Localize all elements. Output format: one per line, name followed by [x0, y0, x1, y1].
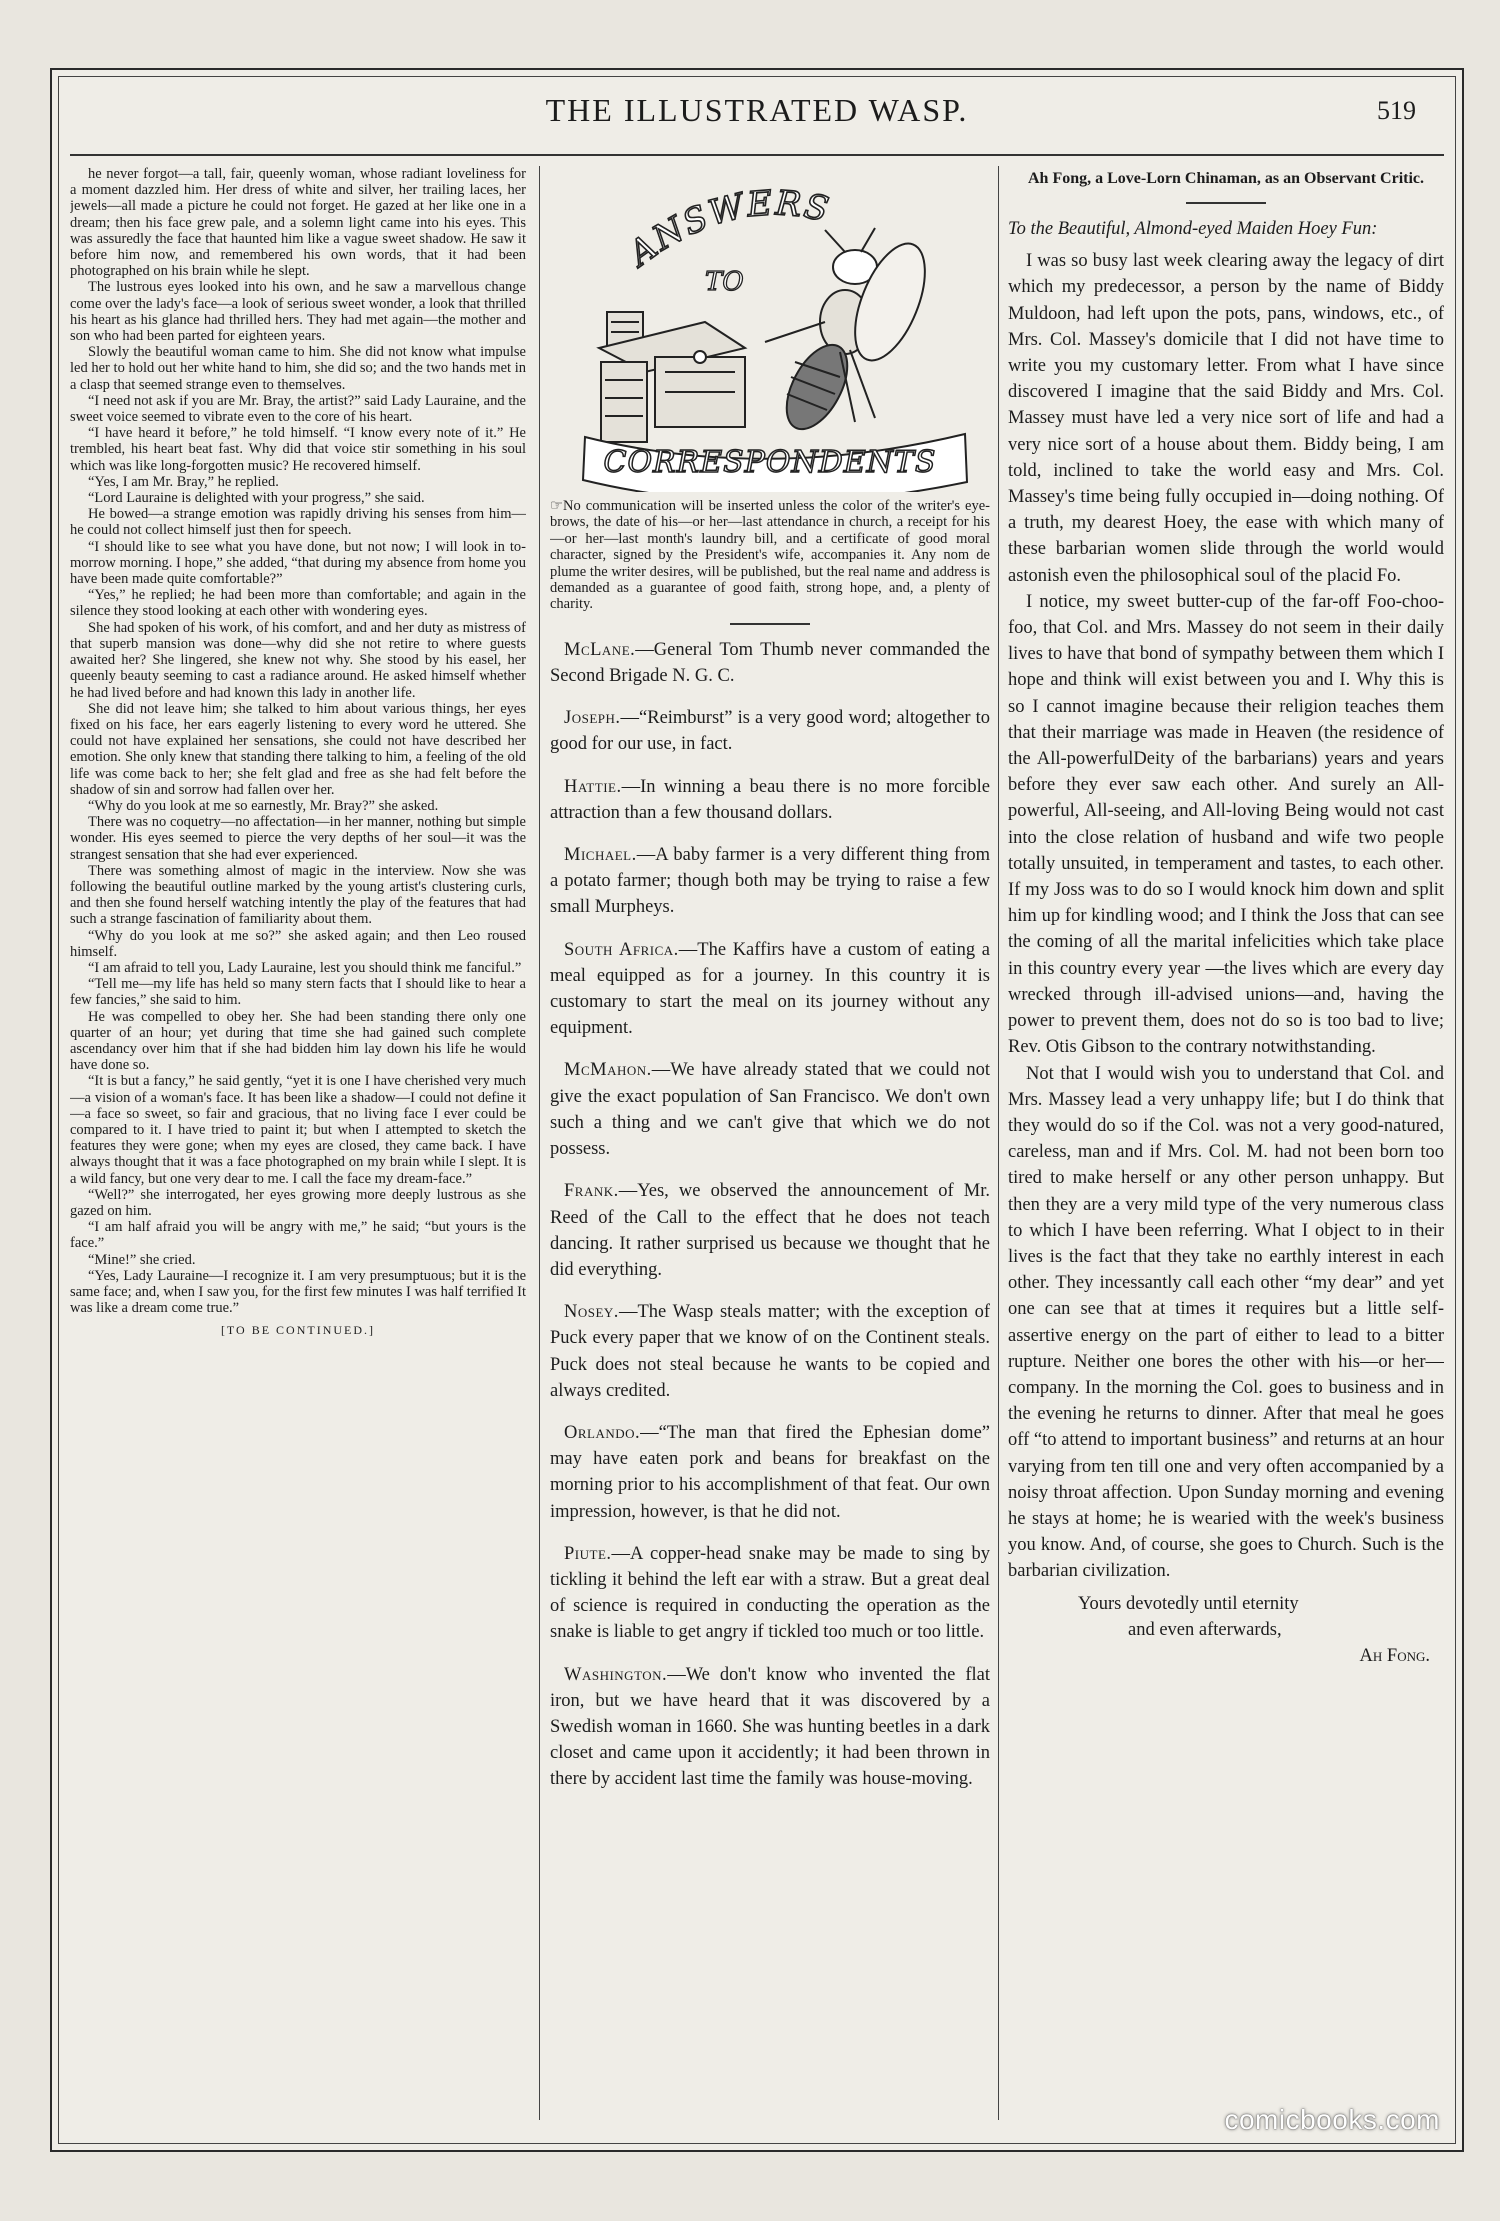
newspaper-page	[50, 68, 1464, 2152]
correspondent-name: Nosey.	[564, 1302, 619, 1323]
story-paragraph: “I have heard it before,” he told himself. “I know every note of it.” He trembled, his heart beat fast. Why did that voice stir something in his soul which was like long-forgotten music? He recovered himself.	[70, 425, 526, 474]
to-be-continued: [TO BE CONTINUED.]	[220, 1323, 376, 1338]
correspondent-name: McLane.	[564, 639, 636, 660]
letter-column	[1008, 166, 1444, 2122]
column-divider	[539, 166, 540, 2120]
page-number: 519	[1377, 96, 1416, 125]
answer-item	[550, 1057, 990, 1162]
answer-text: —General Tom Thumb never commanded the Second Brigade N. G. C.	[550, 639, 990, 687]
correspondent-name: Orlando.	[564, 1422, 641, 1443]
answer-text: —A baby farmer is a very different thing from a potato farmer; though both may be trying to raise a few small Murpheys.	[550, 845, 990, 918]
wasp-illustration	[765, 228, 939, 439]
letter-paragraph: I was so busy last week clearing away the legacy of dirt which my predecessor, a person by the name of Biddy Muldoon, had left upon the pots, pans, windows, etc., of Mrs. Col. Massey's domicile that I did not have time to write you my customary letter. From what I have since discovered I imagine that the said Biddy and Mrs. Col. Massey must have led a very nice sort of life and had a very nice sort of a house about them. Biddy being, I am told, inclined to take the world easy and Mrs. Col. Massey's time being fully occupied in—doing nothing. Of a truth, my dearest Hoey, the ease with which many of these barbarian women slide through the world would astonish even the philosophical soul of the placid Fo.	[1008, 251, 1444, 586]
answer-item	[550, 1662, 990, 1793]
story-paragraph: “I am afraid to tell you, Lady Lauraine, lest you should think me fanciful.”	[88, 959, 522, 976]
story-paragraph: “Tell me—my life has held so many stern facts that I should like to hear a few fancies,” she said to him.	[70, 976, 526, 1009]
story-paragraph: “Why do you look at me so?” she asked again; and then Leo roused himself.	[70, 927, 526, 960]
header-rule	[70, 154, 1444, 156]
answer-item	[550, 1178, 990, 1283]
answer-text: —We don't know who invented the flat iron, but we have heard that it was discovered by a Swedish woman in 1660. She was hunting beetles in a dark closet and came upon it accidently; it had been thrown in there by accident last time the family was house-moving.	[550, 1664, 990, 1790]
story-text	[70, 166, 526, 1316]
answer-text: —We have already stated that we could not give the exact population of San Francisco. We don't own such a thing and we can't give that which we do not possess.	[550, 1060, 990, 1160]
answer-item	[550, 774, 990, 826]
story-paragraph: “I need not ask if you are Mr. Bray, the artist?” said Lady Lauraine, and the sweet voice seemed to vibrate even to the core of his heart.	[70, 392, 526, 426]
answer-text: —“The man that fired the Ephesian dome” may have eaten pork and beans for breakfast on the morning prior to his accomplishment of that feat. Our own impression, however, is that he did not.	[550, 1422, 990, 1522]
letter-closing: Yours devotedly until eternity	[1078, 1593, 1299, 1614]
story-paragraph: “Why do you look at me so earnestly, Mr. Bray?” she asked.	[88, 797, 439, 814]
story-paragraph: “It is but a fancy,” he said gently, “yet it is one I have cherished very much—a vision of a woman's face. It has been like a shadow—I could not define it—a face so sweet, so fair and gracious, that no living face I ever could be compared to it. I have tried to paint it; but when I attempted to sketch the features they were gone; when my eyes are closed, they came back. I have always thought that it was a face photographed on my brain while I slept. It is a wild fancy, but one very dear to me. I call the face my dream-face.”	[70, 1073, 526, 1187]
story-paragraph: The lustrous eyes looked into his own, and he saw a marvellous change come over the lady's face—a look of serious sweet wonder, a look that thrilled his heart as his glance had thrilled hers. They had met again—the mother and son who had been parted for eighteen years.	[70, 279, 526, 345]
answer-text: —A copper-head snake may be made to sing by tickling it behind the left ear with a straw. But a great deal of science is required in conducting the operation as the snake is liable to get angry if tickled too much or too little.	[550, 1543, 990, 1643]
story-paragraph: “Yes, I am Mr. Bray,” he replied.	[88, 473, 279, 490]
headline-rule	[1186, 202, 1266, 204]
emblem-title-to: TO	[705, 267, 744, 297]
answer-text: —The Kaffirs have a custom of eating a meal equipped as for a journey. In this country it is customary to start the meal on its journey without any equipment.	[550, 939, 990, 1039]
correspondent-name: Michael.	[564, 845, 637, 866]
story-paragraph: he never forgot—a tall, fair, queenly woman, whose radiant loveliness for a moment dazzled him. Her dress of white and silver, her trailing laces, her jewels—all made a picture he could not forget. He gazed at her like one in a dream; then his face grew pale, and a solemn light came into his eyes. This was assuredly the face that haunted him like a vague sweet shadow. He saw it before him now, and remembered his own words, that it had been photographed on his brain while he slept.	[70, 166, 526, 280]
story-paragraph: She did not leave him; she talked to him about various things, her eyes fixed on his face, her ears eagerly listening to every word he uttered. She could not have explained her sensations, she could not have described her emotion. She only knew that standing there talking to him, a feeling of the old life was come back to her; she felt glad and free as she had felt before the shadow of sin and sorrow had fallen over her.	[70, 700, 526, 798]
correspondent-name: McMahon.	[564, 1060, 652, 1081]
answer-item	[550, 1420, 990, 1525]
story-paragraph: There was no coquetry—no affectation—in her manner, nothing but simple wonder. His eyes seemed to pierce the very depths of her soul—it was the strangest sensation that she had ever experienced.	[70, 814, 526, 863]
story-paragraph: She had spoken of his work, of his comfort, and and her duty as mistress of that superb mansion was done—why did she not retire to where guests awaited her? She lingered, she knew not why. She stood by his easel, her queenly beauty seeming to cast a radiance around. He asked himself whether he had lived before and had known this lady in another life.	[70, 619, 526, 701]
desk-illustration	[599, 312, 745, 442]
letter-signature: Ah Fong.	[1359, 1645, 1430, 1666]
answer-item	[550, 842, 990, 921]
story-paragraph: Slowly the beautiful woman came to him. She did not know what impulse led her to hold out her white hand to him, she did so; and the two hands met in a clasp that seemed strange even to themselves.	[70, 344, 526, 393]
correspondent-name: Piute.	[564, 1543, 612, 1564]
correspondent-name: Washington.	[564, 1664, 668, 1685]
story-paragraph: “Mine!” she cried.	[88, 1251, 196, 1268]
answer-item	[550, 937, 990, 1042]
letter-body	[1008, 248, 1444, 1584]
submission-notice: ☞No communication will be inserted unless the color of the writer's eye-brows, the date of his—or her—last attendance in church, a receipt for his—or her—last month's laundry bill, and a certificate of good moral character, signed by the President's wife, accompanies it. Any nom de plume the writer desires, will be published, but the real name and address is demanded as a guarantee of good faith, strong hope, and, a plenty of charity.	[550, 498, 990, 613]
answer-text: —“Reimburst” is a very good word; altogether to good for our use, in fact.	[550, 708, 990, 755]
svg-text:ANSWERS	[619, 183, 833, 276]
answers-to-correspondents-emblem	[555, 172, 985, 492]
answers-column	[550, 166, 990, 2122]
answer-item	[550, 1299, 990, 1404]
answer-text: —The Wasp steals matter; with the exception of Puck every paper that we know of on the Continent steals. Puck does not steal because he wants to be copied and always credited.	[550, 1302, 990, 1401]
answer-item	[550, 705, 990, 757]
correspondent-name: Joseph.	[564, 708, 621, 729]
answers-list	[550, 637, 990, 1793]
watermark: comicbooks.com	[1224, 2104, 1440, 2135]
emblem-title-correspondents: CORRESPONDENTS	[603, 445, 937, 480]
correspondent-name: Frank.	[564, 1181, 619, 1202]
story-paragraph: There was something almost of magic in the interview. Now she was following the beautiful outline marked by the young artist's clustering curls, and then she found herself watching intently the play of the features that had such a strange fascination of familiarity about them.	[70, 862, 526, 928]
story-paragraph: “I should like to see what you have done, but not now; I will look in to-morrow morning. I hope,” she added, “that during my absence from home you have been made quite comfortable?”	[70, 538, 526, 588]
correspondent-name: Hattie.	[564, 776, 622, 797]
story-column	[70, 166, 526, 2122]
emblem-title-answers: ANSWERS	[621, 183, 834, 275]
answer-item	[550, 1541, 990, 1646]
masthead: THE ILLUSTRATED WASP.	[545, 92, 969, 128]
section-rule	[730, 623, 810, 625]
story-paragraph: “Lord Lauraine is delighted with your progress,” she said.	[88, 490, 425, 507]
story-paragraph: “Yes, Lady Lauraine—I recognize it. I am very presumptuous; but it is the same face; and, when I saw you, for the first few minutes I was half terrified It was like a dream come true.”	[70, 1267, 526, 1317]
letter-paragraph: Not that I would wish you to understand that Col. and Mrs. Massey lead a very unhappy life; but I do think that they would do so if the Col. was not a very good-natured, careless, man and if Mrs. Col. M. had not been born too tired to make herself or any other person unhappy. But then they are a very mild type of the very numerous class to which I have been referring. What I object to in their lives is the fact that they take no earthly interest in each other. They incessantly call each other “my dear” and yet one can see that at times it requires but a little self-assertive energy on the part of either to lead to a bitter rupture. Neither one bores the other with his—or her—company. In the morning the Col. goes to business and in the evening he returns to dinner. After that meal he goes off “to attend to important business” and returns at an hour varying from ten till one and very often accompanied by a noisy throat affection. Upon Sunday morning and evening he stays at home; he is wearied with the week's business you know. And, of course, she goes to Church. Such is the barbarian civilization.	[1008, 1063, 1444, 1582]
correspondent-name: South Africa.	[564, 939, 679, 960]
answer-text: —In winning a beau there is no more forcible attraction than a few thousand dollars.	[550, 776, 990, 823]
letter-closing-line-2: and even afterwards,	[1128, 1619, 1282, 1640]
story-paragraph: He was compelled to obey her. She had been standing there only one quarter of an hour; yet during that time she had gained such complete ascendancy over him that if she had bidden him lay down his life he would have done so.	[70, 1008, 526, 1074]
story-paragraph: “Well?” she interrogated, her eyes growing more deeply lustrous as she gazed on him.	[70, 1186, 526, 1219]
answer-item	[550, 637, 990, 689]
letter-headline: Ah Fong, a Love-Lorn Chinaman, as an Observant Critic.	[1027, 170, 1425, 187]
column-divider	[998, 166, 999, 2120]
page-header	[72, 88, 1442, 136]
story-paragraph: “Yes,” he replied; he had been more than comfortable; and again in the silence they stood looking at each other with wondering eyes.	[70, 587, 526, 620]
letter-paragraph: I notice, my sweet butter-cup of the far-off Foo-choo-foo, that Col. and Mrs. Massey do not seem in their daily lives to have that bond of sympathy between them which I hope and think will exist between you and I. Why this is so I cannot imagine because their religion teaches them that their marriage was made in Heaven (the residence of the All-powerfulDeity of the barbarians) years and years before they ever saw each other. And surely an All-powerful, All-seeing, and All-loving Being would not cast into the close relation of husband and wife two people totally unsuited, in temperament and tastes, to each other. If my Joss was to do so I would knock him down and split him up for kindling wood; and I think the Joss that can see the coming of all the marital infelicities which take place in this country every year —the lives which are every day wrecked through ill-advised unions—and, having the power to prevent them, does not do so is too bad to live; Rev. Otis Gibson to the contrary notwithstanding.	[1008, 591, 1444, 1058]
answer-text: —Yes, we observed the announcement of Mr. Reed of the Call to the effect that he does not teach dancing. It rather surprised us because we thought that he did everything.	[550, 1181, 990, 1280]
story-paragraph: “I am half afraid you will be angry with me,” he said; “but yours is the face.”	[70, 1219, 526, 1252]
letter-salutation: To the Beautiful, Almond-eyed Maiden Hoey Fun:	[1008, 219, 1378, 239]
story-paragraph: He bowed—a strange emotion was rapidly driving his senses from him—he could not collect himself just then for speech.	[70, 506, 526, 539]
